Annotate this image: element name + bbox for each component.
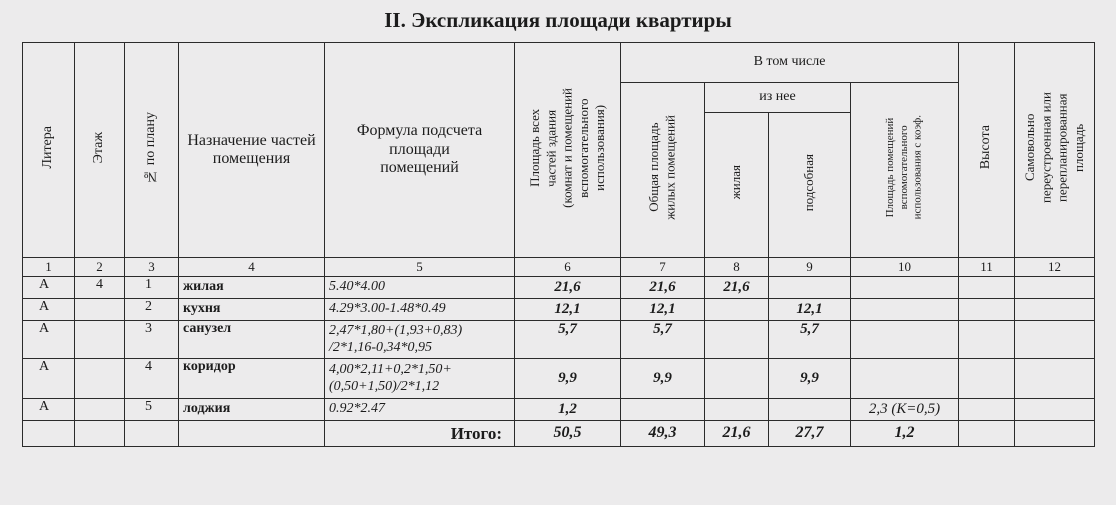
col-num: 12	[1015, 258, 1095, 277]
cell-plan: 2	[125, 299, 179, 321]
header-litera: Литера	[23, 43, 75, 258]
cell-plan: 5	[125, 399, 179, 421]
coef-sum: 1,2	[851, 421, 959, 447]
column-numbers-row	[23, 258, 1095, 277]
cell-coef	[851, 277, 959, 299]
cell-purpose: лоджия	[179, 399, 325, 421]
cell-total: 9,9	[515, 359, 621, 399]
cell-formula: 4,00*2,11+0,2*1,50+ (0,50+1,50)/2*1,12	[325, 359, 515, 399]
col-num: 7	[621, 258, 705, 277]
cell-aux: 5,7	[769, 321, 851, 359]
header-living: жилая	[705, 113, 769, 258]
header-self-built: Самовольно переустроенная или перепланированная площадь	[1015, 43, 1095, 258]
col-num: 6	[515, 258, 621, 277]
cell-living-total: 9,9	[621, 359, 705, 399]
cell-self-built	[1015, 299, 1095, 321]
cell-floor: 4	[75, 277, 125, 299]
cell-empty	[75, 421, 125, 447]
col-num: 2	[75, 258, 125, 277]
cell-litera: А	[23, 399, 75, 421]
header-auxiliary: подсобная	[769, 113, 851, 258]
living-sum: 21,6	[705, 421, 769, 447]
cell-formula: 0.92*2.47	[325, 399, 515, 421]
cell-height	[959, 277, 1015, 299]
cell-formula: 2,47*1,80+(1,93+0,83) /2*1,16-0,34*0,95	[325, 321, 515, 359]
table-row	[23, 277, 1095, 299]
cell-living: 21,6	[705, 277, 769, 299]
cell-living	[705, 299, 769, 321]
explication-table	[22, 42, 1095, 447]
cell-total: 21,6	[515, 277, 621, 299]
cell-total: 12,1	[515, 299, 621, 321]
cell-living	[705, 359, 769, 399]
cell-living-total	[621, 399, 705, 421]
cell-floor	[75, 359, 125, 399]
cell-empty	[179, 421, 325, 447]
cell-coef: 2,3 (К=0,5)	[851, 399, 959, 421]
header-total-area: Площадь всех частей здания (комнат и помещений вспомогательного использования)	[515, 43, 621, 258]
cell-living-total: 12,1	[621, 299, 705, 321]
col-num: 1	[23, 258, 75, 277]
cell-plan: 1	[125, 277, 179, 299]
cell-aux	[769, 399, 851, 421]
cell-self-built	[1015, 359, 1095, 399]
col-num: 5	[325, 258, 515, 277]
cell-litera: А	[23, 359, 75, 399]
cell-height	[959, 321, 1015, 359]
cell-self-built	[1015, 321, 1095, 359]
table-row	[23, 399, 1095, 421]
cell-formula: 4.29*3.00-1.48*0.49	[325, 299, 515, 321]
cell-purpose: кухня	[179, 299, 325, 321]
cell-coef	[851, 299, 959, 321]
cell-floor	[75, 321, 125, 359]
cell-height	[959, 299, 1015, 321]
cell-floor	[75, 399, 125, 421]
cell-litera: А	[23, 299, 75, 321]
total-area-sum: 50,5	[515, 421, 621, 447]
col-num: 3	[125, 258, 179, 277]
header-aux-coef: Площадь помещений вспомогательного использования с коэф.	[851, 83, 959, 258]
cell-purpose: жилая	[179, 277, 325, 299]
header-of-it: из нее	[705, 83, 851, 113]
header-formula: Формула подсчета площади помещений	[325, 43, 515, 258]
cell-coef	[851, 321, 959, 359]
cell-empty	[959, 421, 1015, 447]
cell-empty	[1015, 421, 1095, 447]
cell-aux: 12,1	[769, 299, 851, 321]
cell-litera: А	[23, 277, 75, 299]
cell-coef	[851, 359, 959, 399]
totals-row	[23, 421, 1095, 447]
cell-living-total: 21,6	[621, 277, 705, 299]
cell-purpose: санузел	[179, 321, 325, 359]
aux-sum: 27,7	[769, 421, 851, 447]
cell-total: 1,2	[515, 399, 621, 421]
page-title: II. Экспликация площади квартиры	[384, 8, 732, 32]
col-num: 9	[769, 258, 851, 277]
table-row	[23, 299, 1095, 321]
cell-floor	[75, 299, 125, 321]
living-total-sum: 49,3	[621, 421, 705, 447]
header-height: Высота	[959, 43, 1015, 258]
header-plan-number: № по плану	[125, 43, 179, 258]
cell-living-total: 5,7	[621, 321, 705, 359]
cell-self-built	[1015, 277, 1095, 299]
cell-empty	[23, 421, 75, 447]
header-purpose: Назначение частей помещения	[179, 43, 325, 258]
cell-height	[959, 359, 1015, 399]
cell-aux: 9,9	[769, 359, 851, 399]
cell-plan: 4	[125, 359, 179, 399]
table-row	[23, 359, 1095, 399]
cell-purpose: коридор	[179, 359, 325, 399]
header-including: В том числе	[621, 43, 959, 83]
cell-total: 5,7	[515, 321, 621, 359]
col-num: 11	[959, 258, 1015, 277]
cell-plan: 3	[125, 321, 179, 359]
cell-litera: А	[23, 321, 75, 359]
totals-label: Итого:	[325, 421, 515, 447]
col-num: 4	[179, 258, 325, 277]
header-floor: Этаж	[75, 43, 125, 258]
cell-living	[705, 399, 769, 421]
col-num: 10	[851, 258, 959, 277]
cell-aux	[769, 277, 851, 299]
table-row	[23, 321, 1095, 359]
cell-self-built	[1015, 399, 1095, 421]
cell-empty	[125, 421, 179, 447]
cell-living	[705, 321, 769, 359]
cell-height	[959, 399, 1015, 421]
header-living-total: Общая площадь жилых помещений	[621, 83, 705, 258]
col-num: 8	[705, 258, 769, 277]
cell-formula: 5.40*4.00	[325, 277, 515, 299]
